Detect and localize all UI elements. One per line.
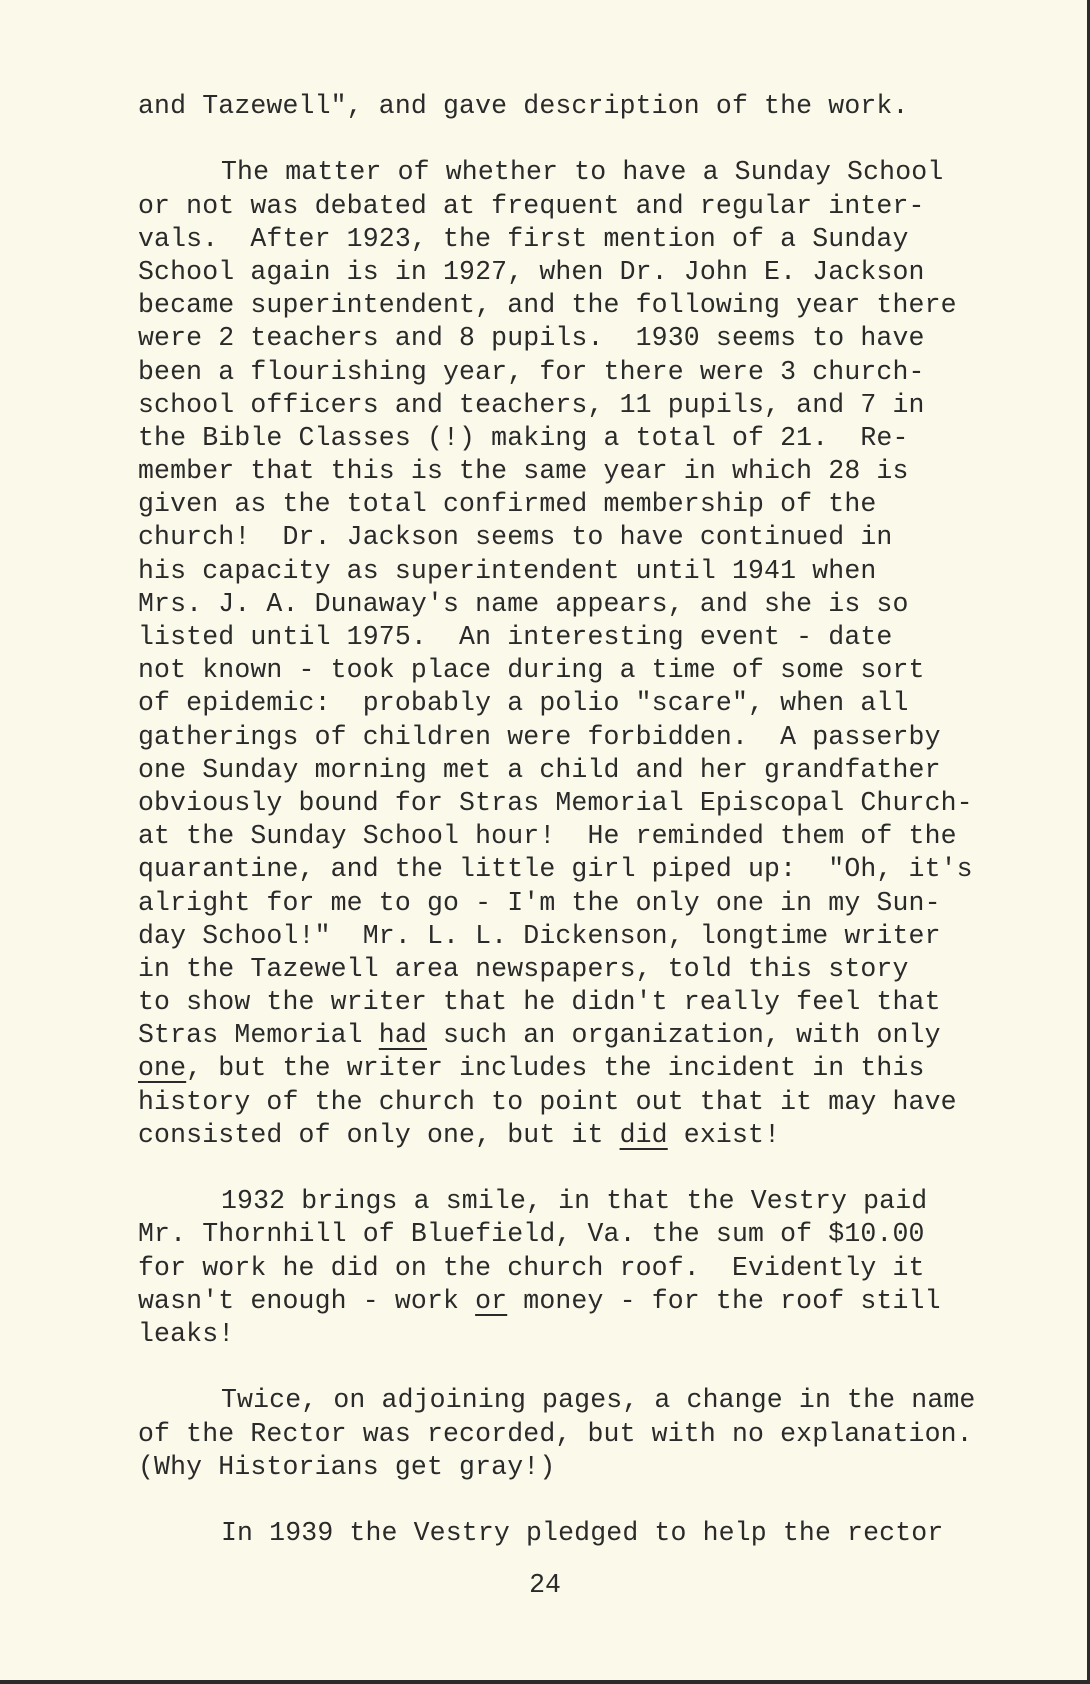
text-fragment: such an organization, with only (426, 1020, 941, 1051)
text-line: listed until 1975. An interesting event - date (138, 622, 893, 652)
text-line: were 2 teachers and 8 pupils. 1930 seems to have (138, 323, 925, 354)
page-number: 24 (529, 1570, 561, 1600)
paragraph-gap (138, 1152, 1038, 1185)
text-line: (Why Historians get gray!) (138, 1451, 556, 1482)
underlined-word: or (475, 1285, 508, 1316)
text-line: became superintendent, and the following year there (138, 290, 957, 321)
text-line: vals. After 1923, the first mention of a Sunday (138, 223, 909, 254)
text-line: gatherings of children were forbidden. A passerby (138, 721, 941, 752)
text-fragment: Stras Memorial (138, 1020, 379, 1051)
text-line: church! Dr. Jackson seems to have continued in (138, 522, 893, 553)
text-line: for work he did on the church roof. Evidently it (138, 1252, 925, 1283)
text-line: at the Sunday School hour! He reminded them of the (138, 821, 957, 852)
text-line: Twice, on adjoining pages, a change in the name (221, 1385, 976, 1416)
text-line: his capacity as superintendent until 1941 when (138, 555, 877, 586)
body-text (138, 90, 1038, 1550)
text-line: and Tazewell", and gave description of the work. (138, 91, 909, 121)
text-line: one Sunday morning met a child and her grandfather (138, 754, 941, 785)
paragraph-gap (138, 1484, 1038, 1517)
text-line: The matter of whether to have a Sunday School (221, 157, 944, 188)
text-line: alright for me to go - I'm the only one in my Sun- (138, 887, 941, 918)
text-line: to show the writer that he didn't really feel that (138, 987, 941, 1018)
text-line: School again is in 1927, when Dr. John E. Jackson (138, 256, 925, 287)
underlined-word: had (378, 1020, 427, 1051)
text-line: school officers and teachers, 11 pupils, and 7 in (138, 389, 925, 420)
text-line (138, 1285, 1038, 1318)
text-line: 1932 brings a smile, in that the Vestry paid (221, 1186, 928, 1217)
text-line: day School!" Mr. L. L. Dickenson, longtime writer (138, 920, 941, 951)
paragraph-gap (138, 123, 1038, 156)
text-line: Mr. Thornhill of Bluefield, Va. the sum of $10.00 (138, 1219, 925, 1250)
text-line: leaks! (138, 1318, 235, 1349)
text-line: given as the total confirmed membership of the (138, 489, 877, 520)
text-line: the Bible Classes (!) making a total of 21. Re- (138, 422, 909, 453)
text-line: obviously bound for Stras Memorial Episcopal Church- (138, 787, 973, 818)
text-line: of epidemic: probably a polio "scare", when all (138, 688, 909, 719)
text-line: not known - took place during a time of some sort (138, 655, 925, 686)
text-fragment: wasn't enough - work (138, 1285, 476, 1316)
text-line: been a flourishing year, for there were 3 church- (138, 356, 925, 387)
text-line: member that this is the same year in which 28 is (138, 456, 909, 487)
text-fragment: exist! (667, 1119, 781, 1150)
text-fragment: consisted of only one, but it (138, 1119, 620, 1150)
text-line: or not was debated at frequent and regular inter- (138, 190, 925, 221)
text-line: quarantine, and the little girl piped up: "Oh, it's (138, 854, 973, 885)
text-line: Mrs. J. A. Dunaway's name appears, and she is so (138, 588, 909, 619)
text-line: of the Rector was recorded, but with no explanation. (138, 1418, 973, 1449)
underlined-word: did (619, 1119, 668, 1150)
scan-edge-bottom (0, 1680, 1090, 1684)
text-line (138, 1019, 1038, 1052)
text-line: history of the church to point out that it may have (138, 1086, 957, 1117)
text-fragment: , but the writer includes the incident in this (186, 1053, 925, 1084)
underlined-word: one (138, 1053, 187, 1084)
text-line (138, 1119, 1038, 1152)
text-line (138, 1052, 1038, 1085)
text-fragment: money - for the roof still (507, 1285, 941, 1316)
text-line: In 1939 the Vestry pledged to help the rector (221, 1518, 944, 1549)
paragraph-gap (138, 1351, 1038, 1384)
text-line: in the Tazewell area newspapers, told this story (138, 953, 909, 984)
